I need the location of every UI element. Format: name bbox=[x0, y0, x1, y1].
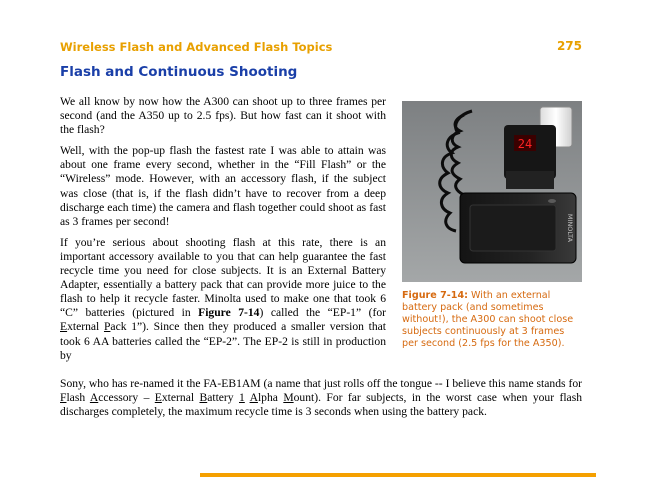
flash-body bbox=[504, 125, 556, 179]
paragraph-3-part-c: ack 1”). Since then they produced a smaller version that took 6 AA batteries called the “EP-2”. The EP-2 is still in production by bbox=[60, 320, 386, 362]
acronym-letter-b: B bbox=[199, 391, 208, 405]
paragraph-4 bbox=[60, 377, 582, 419]
acronym-word-accessory: ccessory – bbox=[98, 391, 155, 405]
section-title: Flash and Continuous Shooting bbox=[60, 64, 298, 80]
flash-display-text: 24 bbox=[517, 137, 533, 151]
page-number: 275 bbox=[556, 39, 582, 53]
acronym-word-external: xternal bbox=[67, 320, 104, 334]
chapter-title: Wireless Flash and Advanced Flash Topics bbox=[60, 40, 333, 54]
full-width-text bbox=[60, 377, 582, 419]
paragraph-3-part-a: If you’re serious about shooting flash at this rate, there is an important accessory available to you that can help guarantee the fast recycle time you need for close subjects. It is an External Battery Adapter, essentially a battery pack that can provide more juice to the flash to help it recycle faster. Minolta used to make one that took 6 “C” batteries (pictured in bbox=[60, 235, 386, 320]
paragraph-4-part-b: ount). For far subjects, in the worst case when your flash discharges completely, the maximum recycle time is 3 seconds when using the battery pack. bbox=[60, 391, 583, 419]
acronym-word-battery: attery bbox=[207, 391, 239, 405]
figure-caption bbox=[402, 290, 582, 350]
acronym-word-alpha: lpha bbox=[257, 391, 284, 405]
footer-rule bbox=[200, 473, 596, 477]
acronym-letter-m: M bbox=[283, 391, 294, 405]
paragraph-3-part-b: ) called the “EP-1” (for bbox=[259, 306, 386, 320]
caption-label: Figure 7-14: bbox=[402, 290, 468, 301]
paragraph-4-part-a: Sony, who has re-named it the FA-EB1AM (a name that just rolls off the tongue -- I believe this name stands for bbox=[60, 377, 582, 390]
acronym-letter-f: F bbox=[60, 391, 67, 405]
acronym-word-flash: lash bbox=[66, 391, 90, 405]
acronym-letter-alpha: A bbox=[249, 391, 258, 405]
battery-pack-brand: MINOLTA bbox=[566, 213, 574, 243]
paragraph-2: Well, with the pop-up flash the fastest rate I was able to attain was about one frame every second, whether in the “Fill Flash” or the “Wireless” mode. However, with an accessory flash, if the subject was close (that is, if the flash didn’t have to recover from a deep discharge each time) the camera and flash together could shoot as fast as 3 frames per second! bbox=[60, 144, 386, 228]
acronym-letter-e: E bbox=[60, 320, 68, 334]
running-header bbox=[60, 38, 582, 56]
acronym-digit-1: 1 bbox=[239, 391, 245, 405]
body-column bbox=[60, 95, 386, 370]
caption-text: With an external battery pack (and sometimes without!), the A300 can shoot close subjects continuously at 3 frames per second (2.5 fps for the A350). bbox=[402, 290, 574, 350]
figure-photo bbox=[402, 101, 582, 282]
acronym-letter-e2: E bbox=[154, 391, 162, 405]
acronym-letter-p: P bbox=[103, 320, 111, 334]
acronym-letter-a: A bbox=[89, 391, 99, 405]
flash-and-battery-pack-illustration bbox=[402, 101, 582, 282]
acronym-word-external2: xternal bbox=[161, 391, 200, 405]
pack-screw bbox=[548, 199, 556, 203]
paragraph-1: We all know by now how the A300 can shoot up to three frames per second (and the A350 up to 2.5 fps). But how fast can it shoot with the flash? bbox=[60, 95, 386, 137]
paragraph-3 bbox=[60, 236, 386, 363]
figure-reference: Figure 7-14 bbox=[198, 306, 260, 320]
flash-foot bbox=[506, 171, 554, 189]
battery-pack-panel bbox=[470, 205, 556, 251]
